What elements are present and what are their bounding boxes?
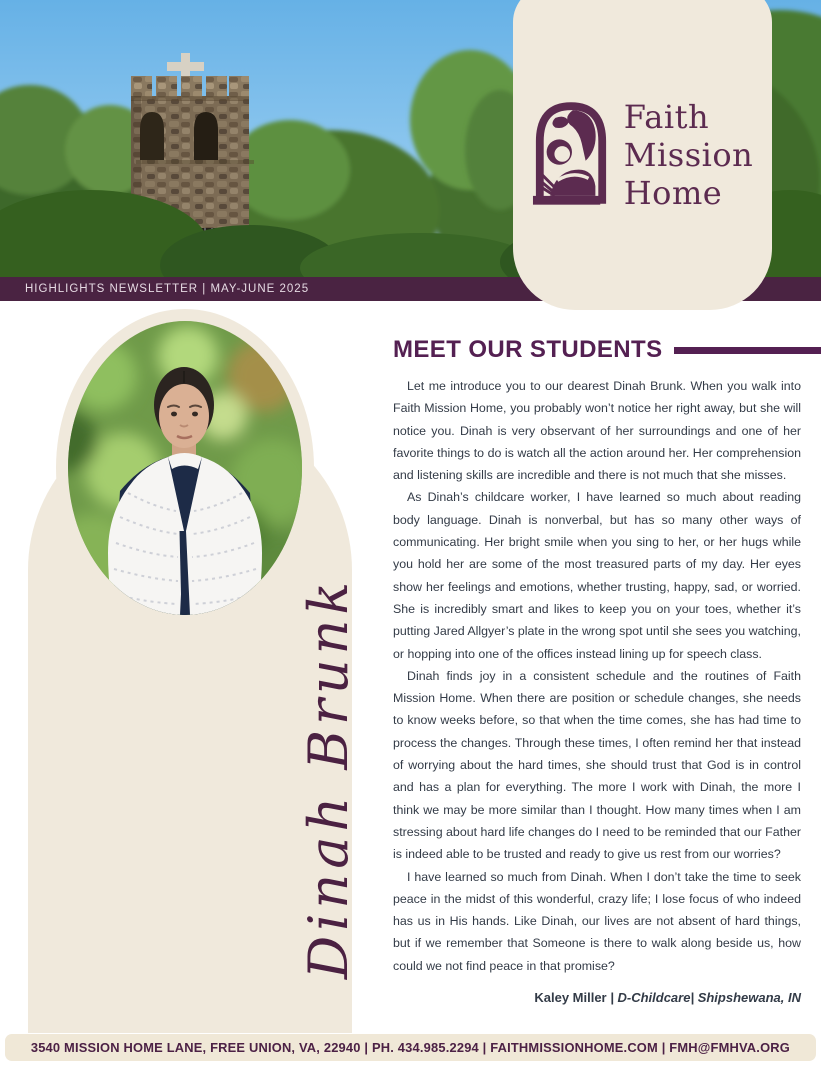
byline-author: Kaley Miller — [534, 990, 611, 1006]
signature-dinah-brunk: Dinah Brunk — [296, 576, 360, 980]
logo-word-mission: Mission — [623, 136, 754, 174]
banner-text: HIGHLIGHTS NEWSLETTER | MAY-JUNE 2025 — [25, 283, 310, 295]
article-paragraph: As Dinah’s childcare worker, I have learned so much about reading body language. Dinah is nonverbal, but has so many other ways of communicating. Her bright smile when you sing to her, or her hugs while you hold her are some of the most treasured parts of my day. Her eyes show her feelings and emotions, whether trusting, happy, sad, or worried. She is incredibly smart and likes to keep you on your toes, whether it’s putting Jared Allgyer’s plate in the wrong spot until she sees you watching, or hopping into one of the offices instead lining up for speech class. — [393, 490, 801, 661]
logo-card — [513, 0, 772, 310]
article-body — [393, 375, 801, 977]
byline-details: | D-Childcare| Shipshewana, IN — [610, 990, 801, 1006]
caregiver-and-child-arch-icon — [532, 98, 610, 213]
heading-rule — [674, 347, 821, 354]
article-paragraph: Dinah finds joy in a consistent schedule and the routines of Faith Mission Home. When there are position or schedule changes, she needs to know weeks before, so that when the time comes, she has had time to process the changes. Through these times, I often remind her that instead of worrying about the hard times, she should trust that God is in control and has a plan for everything. The more I work with Dinah, the more I think we may be more similar than I thought. How many times when I am stressing about hard life changes do I need to be reminded that our Father is indeed able to be trusted and ready to give us rest from our worries? — [393, 668, 801, 862]
byline — [393, 990, 801, 1005]
section-heading: MEET OUR STUDENTS — [393, 336, 663, 363]
article — [393, 336, 821, 1005]
article-paragraph: Let me introduce you to our dearest Dinah Brunk. When you walk into Faith Mission Home, you probably won’t notice her right away, but she will notice you. Dinah is very observant of her surroundings and one of her favorite things to do is watch all the action around her. Her comprehension and listening skills are incredible and there is not much that she misses. — [393, 379, 801, 483]
logo-wordmark — [624, 98, 753, 212]
student-photo — [68, 321, 302, 615]
footer-contact-text: 3540 MISSION HOME LANE, FREE UNION, VA, 22940 | PH. 434.985.2294 | FAITHMISSIONHOME.COM | FMH@FMHVA.ORG — [30, 1040, 791, 1055]
article-paragraph: I have learned so much from Dinah. When I don’t take the time to seek peace in the midst of this wonderful, crazy life; I lose focus of who indeed has us in His hands. Like Dinah, our lives are not absent of hard things, but if we remember that Someone is there to walk along beside us, how could we not find peace in that promise? — [393, 869, 801, 973]
logo-word-faith: Faith — [623, 98, 710, 136]
logo-word-home: Home — [623, 174, 723, 212]
footer-bar — [5, 1034, 816, 1061]
